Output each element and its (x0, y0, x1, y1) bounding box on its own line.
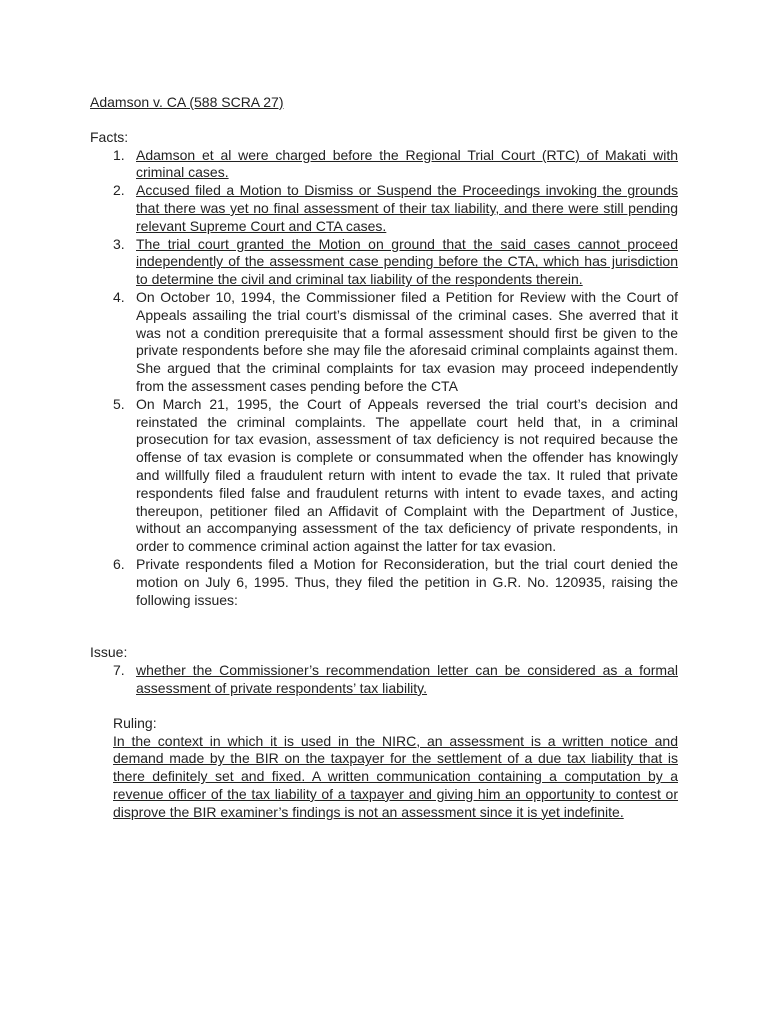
document-page (90, 94, 678, 821)
fact-item (90, 147, 678, 183)
facts-list (90, 147, 678, 610)
fact-number: 2. (113, 182, 125, 199)
issue-heading: Issue: (90, 644, 128, 661)
ruling-section (90, 715, 678, 822)
case-title: Adamson v. CA (588 SCRA 27) (90, 94, 284, 110)
issue-item (90, 662, 678, 698)
fact-item (90, 289, 678, 396)
fact-item (90, 236, 678, 289)
fact-text: On March 21, 1995, the Court of Appeals reversed the trial court’s decision and reinstated the criminal complaints. The appellate court held that, in a criminal prosecution for tax evasion, assessment of tax deficiency is not required because the offense of tax evasion is complete or consummated when the offender has knowingly and willfully filed a fraudulent return with intent to evade the tax. It ruled that private respondents filed false and fraudulent returns with intent to evade taxes, and acting thereupon, petitioner filed an Affidavit of Complaint with the Department of Justice, without an accompanying assessment of the tax deficiency of private respondents, in order to commence criminal action against the latter for tax evasion. (136, 395, 678, 555)
fact-number: 1. (113, 146, 125, 163)
fact-number: 6. (113, 555, 125, 572)
fact-text: Adamson et al were charged before the Regional Trial Court (RTC) of Makati with criminal cases. (136, 146, 678, 181)
issue-text: whether the Commissioner’s recommendation letter can be considered as a formal assessment of private respondents’ tax liability. (136, 662, 678, 696)
fact-item (90, 396, 678, 556)
fact-number: 3. (113, 235, 125, 252)
ruling-text: In the context in which it is used in the NIRC, an assessment is a written notice and demand made by the BIR on the taxpayer for the settlement of a due tax liability that is there definitely set and fixed. A written communication containing a computation by a revenue officer of the tax liability of a taxpayer and giving him an opportunity to contest or disprove the BIR examiner’s findings is not an assessment since it is yet indefinite. (113, 732, 678, 820)
fact-item (90, 182, 678, 235)
fact-number: 5. (113, 395, 125, 412)
fact-item (90, 556, 678, 609)
fact-text: Private respondents filed a Motion for Reconsideration, but the trial court denied the motion on July 6, 1995. Thus, they filed the petition in G.R. No. 120935, raising the following issues: (136, 555, 678, 608)
issue-section (90, 644, 678, 697)
fact-text: Accused filed a Motion to Dismiss or Suspend the Proceedings invoking the grounds that there was yet no final assessment of their tax liability, and there were still pending relevant Supreme Court and CTA cases. (136, 182, 678, 234)
fact-text: The trial court granted the Motion on ground that the said cases cannot proceed independently of the assessment case pending before the CTA, which has jurisdiction to determine the civil and criminal tax liability of the respondents therein. (136, 235, 678, 288)
fact-text: On October 10, 1994, the Commissioner filed a Petition for Review with the Court of Appeals assailing the trial court’s dismissal of the criminal cases. She averred that it was not a condition prerequisite that a formal assessment should first be given to the private respondents before she may file the aforesaid criminal complaints against them. She argued that the criminal complaints for tax evasion may proceed independently from the assessment cases pending before the CTA (136, 288, 678, 394)
issue-number: 7. (113, 662, 125, 679)
fact-number: 4. (113, 288, 125, 305)
ruling-heading: Ruling: (113, 714, 157, 731)
facts-heading: Facts: (90, 128, 129, 145)
issue-list (90, 662, 678, 698)
